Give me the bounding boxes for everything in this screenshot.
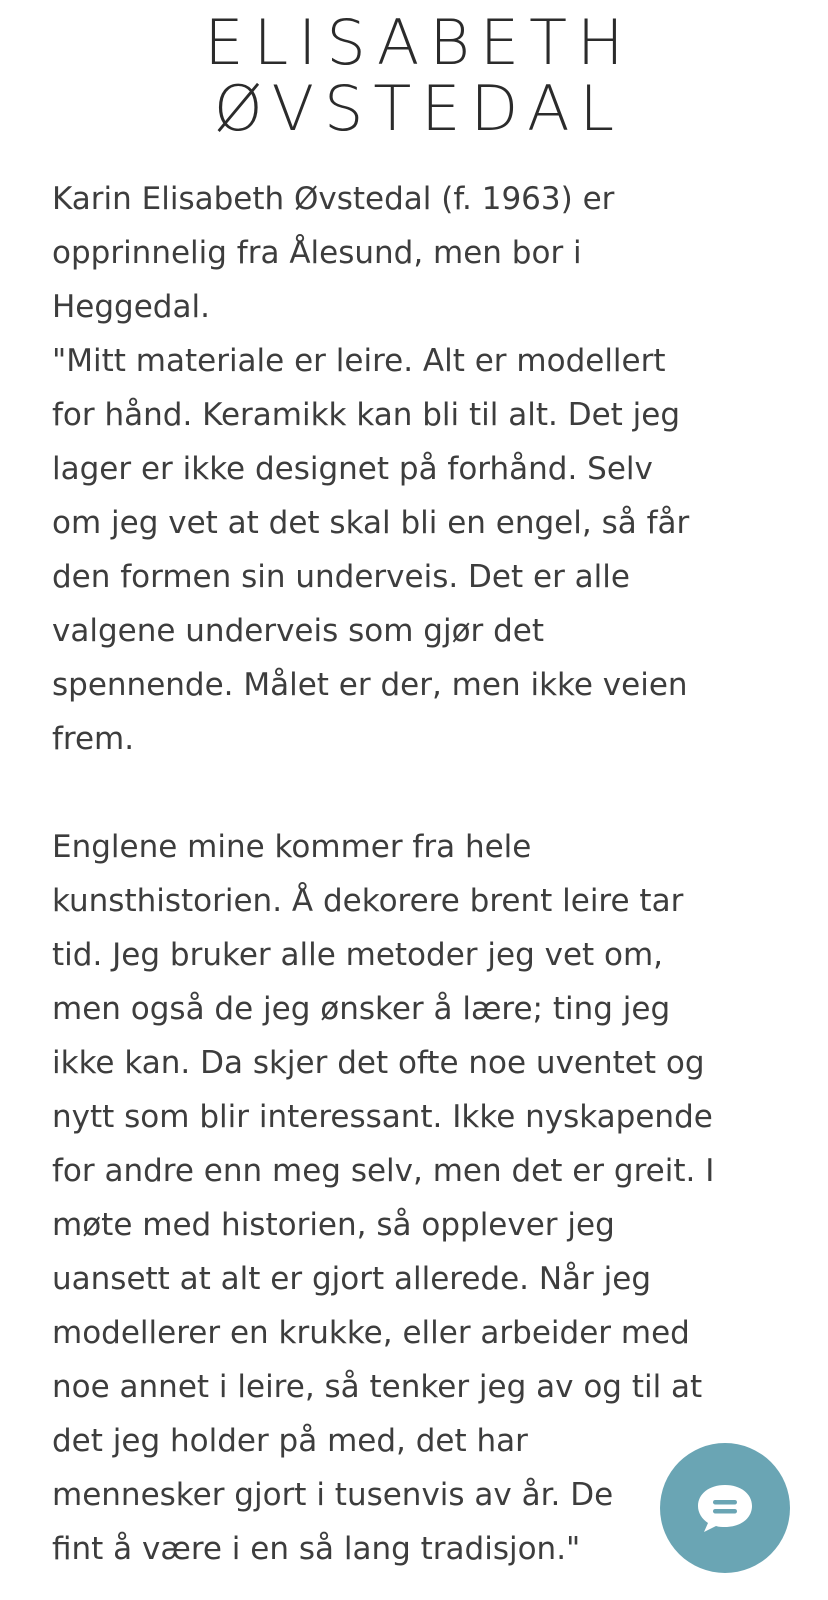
chat-button[interactable] — [660, 1443, 790, 1573]
page-header — [0, 6, 828, 145]
chat-bubble-icon — [695, 1482, 755, 1534]
bio-paragraph-intro: Karin Elisabeth Øvstedal (f. 1963) er opprinnelig fra Ålesund, men bor i Heggedal. — [52, 181, 615, 325]
paragraph-spacer — [52, 766, 792, 820]
page-title-line-1: ELISABETH — [204, 6, 634, 79]
bio-paragraph-angels: Englene mine kommer fra hele kunsthistorien. Å dekorere brent leire tar tid. Jeg bruker alle metoder jeg vet om, men også de jeg ønsker å lære; ting jeg ikke kan. Da skjer det ofte noe uventet og nytt som blir interessant. Ikke nyskapende for andre enn meg selv, men det er greit. I møte med historien, så opplever jeg uansett at alt er gjort allerede. Når jeg modellerer en krukke, eller arbeider med noe annet i leire, så tenker jeg av og til at det jeg holder på med, det har mennesker gjort i tusenvis av år. De fint å være i en så lang tradisjon." — [52, 829, 715, 1567]
bio-text — [52, 172, 792, 1576]
bio-paragraph-material: "Mitt materiale er leire. Alt er modellert for hånd. Keramikk kan bli til alt. Det jeg lager er ikke designet på forhånd. Selv om jeg vet at det skal bli en engel, så får den formen sin underveis. Det er alle valgene underveis som gjør det spennende. Målet er der, men ikke veien frem. — [52, 343, 690, 757]
page-title-line-2: ØVSTEDAL — [213, 72, 625, 145]
